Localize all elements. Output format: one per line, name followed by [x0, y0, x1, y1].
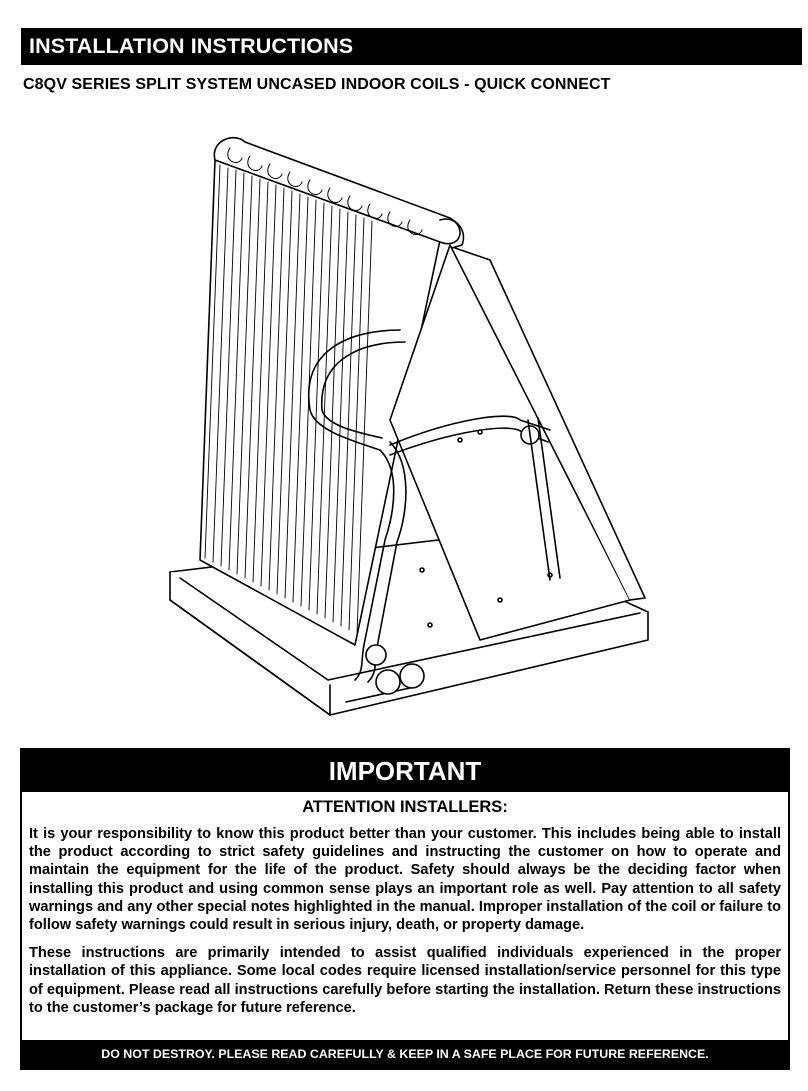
- page-subtitle: C8QV SERIES SPLIT SYSTEM UNCASED INDOOR COILS - QUICK CONNECT: [23, 76, 611, 93]
- title-bar: [21, 28, 802, 65]
- do-not-destroy-bar: [22, 1040, 788, 1068]
- important-heading: IMPORTANT: [328, 755, 482, 786]
- responsibility-paragraph: It is your responsibility to know this product better than your customer. This includes being able to install the product according to strict safety guidelines and instructing the customer on how to operate and maintain the equipment for the life of the product. Safety should always be the deciding factor when installing this product and using common sense plays an important role as well. Pay attention to all safety warnings and any other special notes highlighted in the manual. Improper installation of the coil or failure to follow safety warnings could result in serious injury, death, or property damage.: [29, 826, 781, 934]
- qualified-individuals-paragraph: These instructions are primarily intended to assist qualified individuals experienced in the proper installation of this appliance. Some local codes require licensed installation/service personnel for this type of equipment. Please read all instructions carefully before starting the installation. Return these instructions to the customer’s package for future reference.: [29, 945, 781, 1016]
- important-notice: [20, 748, 790, 1070]
- do-not-destroy-text: DO NOT DESTROY. PLEASE READ CAREFULLY & KEEP IN A SAFE PLACE FOR FUTURE REFERENCE.: [101, 1047, 709, 1061]
- important-heading-bar: [22, 750, 788, 792]
- page-title: INSTALLATION INSTRUCTIONS: [29, 34, 354, 58]
- attention-installers-heading: ATTENTION INSTALLERS:: [302, 798, 508, 816]
- uncased-a-coil-illustration: [150, 120, 670, 720]
